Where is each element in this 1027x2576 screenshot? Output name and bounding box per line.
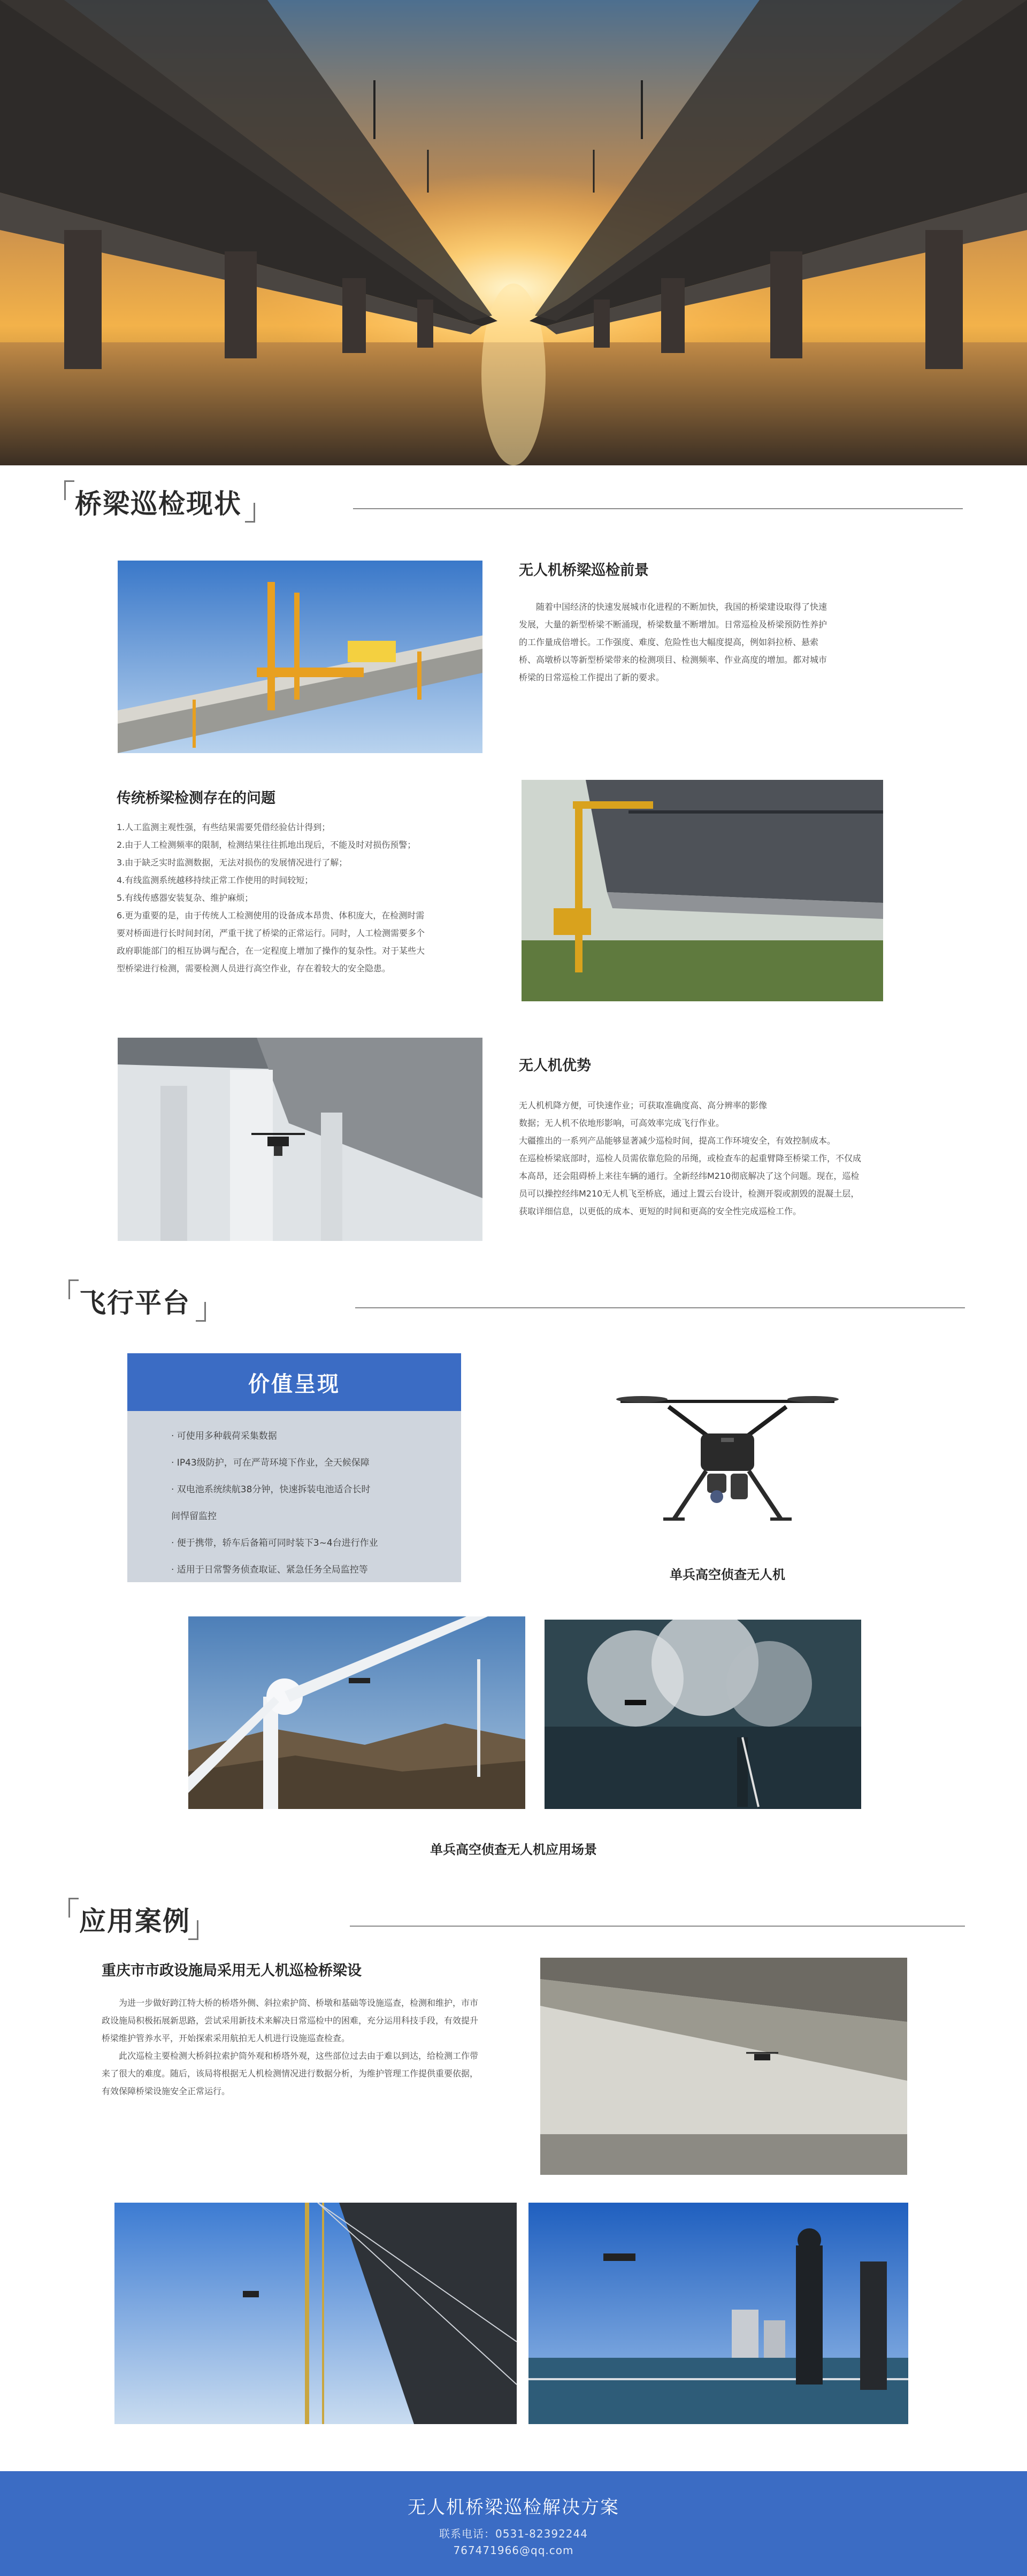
problem-item: 2.由于人工检测频率的限制，检测结果往往抓地出现后，不能及时对损伤预警； xyxy=(117,840,416,850)
scenes-caption: 单兵高空侦查无人机应用场景 xyxy=(430,1842,597,1857)
hero-bridge-sunset-image xyxy=(0,0,1027,465)
advantages-list xyxy=(519,1097,915,1220)
hero-banner xyxy=(0,0,1027,465)
advantage-line: 本高昂，还会阻碍桥上来往车辆的通行。全新经纬M210彻底解决了这个问题。现在，巡检 xyxy=(519,1171,860,1181)
value-item: · 便于携带，轿车后备箱可同时装下3~4台进行作业 xyxy=(171,1538,378,1548)
value-list xyxy=(127,1411,461,1583)
section-title-text: 飞行平台 xyxy=(79,1287,190,1318)
drone-icon xyxy=(578,1359,877,1562)
case-heading: 重庆市市政设施局采用无人机巡检桥梁设 xyxy=(102,1962,362,1979)
footer xyxy=(0,2471,1027,2576)
problem-item: 6.更为重要的是，由于传统人工检测使用的设备成本昂贵、体积庞大，在检测时需 xyxy=(117,910,425,921)
problem-item: 5.有线传感器安装复杂、维护麻烦； xyxy=(117,893,254,903)
case-paragraph: 为进一步做好跨江特大桥的桥塔外侧、斜拉索护筒、桥墩和基础等设施巡查，检测和维护，市市政设施局积极拓展新思路，尝试采用新技术来解决日常巡检中的困难，充分运用科技手段，有效提升桥梁维护管养水平，开始探索采用航拍无人机进行设施巡查检查。 xyxy=(102,1998,479,2043)
prospect-text: 随着中国经济的快速发展城市化进程的不断加快，我国的桥梁建设取得了快速发展，大量的新型桥梁不断涌现，桥梁数量不断增加。日常巡检及桥梁预防性养护的工作量成倍增长。工作强度、难度、危险性也大幅度提高，例如斜拉桥、悬索桥、高墩桥以等新型桥梁带来的检测项目、检测频率、作业高度的增加。都对城市桥梁的日常巡检工作提出了新的要求。 xyxy=(519,602,827,683)
value-item: 间悍留监控 xyxy=(171,1511,217,1522)
advantage-line: 员可以操控经纬M210无人机飞至桥底，通过上置云台设计，检测开裂或割毁的混凝土层， xyxy=(519,1189,860,1199)
footer-email[interactable]: 767471966@qq.com xyxy=(453,2544,574,2557)
drone-product-image xyxy=(578,1359,877,1562)
problem-item: 1.人工监测主观性强，有些结果需要凭借经验估计得到； xyxy=(117,822,331,832)
value-card xyxy=(127,1353,461,1582)
advantage-line: 数据；无人机不依地形影响，可高效率完成飞行作业。 xyxy=(519,1118,725,1128)
value-item: · IP43级防护，可在严苛环境下作业，全天候保障 xyxy=(171,1458,370,1468)
advantage-line: 大疆推出的一系列产品能够显著减少巡检时间，提高工作环境安全，有效控制成本。 xyxy=(519,1136,836,1146)
section-title-cases xyxy=(68,1898,967,1946)
footer-title: 无人机桥梁巡检解决方案 xyxy=(408,2497,619,2518)
bridge-underside-inspection-photo xyxy=(522,780,883,1001)
problem-item: 型桥梁进行检测，需要检测人员进行高空作业，存在着较大的安全隐患。 xyxy=(117,963,391,973)
problem-item: 政府职能部门的相互协调与配合，在一定程度上增加了操作的复杂性。对于某些大 xyxy=(117,946,425,956)
title-rule xyxy=(355,1307,965,1308)
problem-item: 3.由于缺乏实时监测数据，无法对损伤的发展情况进行了解； xyxy=(117,857,348,868)
value-item: · 可使用多种载荷采集数据 xyxy=(171,1431,277,1442)
drone-under-bridge-photo xyxy=(118,1038,482,1241)
advantages-heading: 无人机优势 xyxy=(519,1057,591,1074)
operators-riverside-photo xyxy=(528,2203,908,2424)
section-title-platform xyxy=(68,1279,967,1328)
case-paragraph: 此次巡检主要检测大桥斜拉索护筒外观和桥塔外观，这些部位过去由于难以到达，给检测工作带来了很大的难度。随后，该局将根据无人机检测情况进行数据分析，为维护管理工作提供重要依据，有效保障桥梁设施安全正常运行。 xyxy=(102,2051,479,2096)
advantage-line: 无人机机降方便，可快速作业；可获取准确度高、高分辨率的影像 xyxy=(519,1100,768,1110)
smoke-scene-photo xyxy=(545,1620,861,1809)
drone-under-deck-photo xyxy=(540,1958,907,2175)
cable-bridge-drone-photo xyxy=(114,2203,517,2424)
prospect-heading: 无人机桥梁巡检前景 xyxy=(519,562,649,579)
advantage-line: 获取详细信息，以更低的成本、更短的时间和更高的安全性完成巡检工作。 xyxy=(519,1206,802,1216)
value-item: · 适用于日常警务侦查取证、紧急任务全局监控等 xyxy=(171,1565,368,1575)
case-body xyxy=(102,1994,481,2100)
prospect-body xyxy=(519,598,829,686)
title-rule xyxy=(350,1926,965,1927)
advantage-line: 在巡检桥梁底部时，巡检人员需依靠危险的吊绳，或检查车的起重臂降至桥梁工作，不仅成 xyxy=(519,1153,862,1163)
drone-caption: 单兵高空侦查无人机 xyxy=(670,1567,785,1582)
title-rule xyxy=(353,508,963,509)
problems-heading: 传统桥梁检测存在的问题 xyxy=(117,790,275,807)
problems-list xyxy=(117,818,512,977)
footer-phone: 联系电话：0531-82392244 xyxy=(439,2527,588,2540)
value-item: · 双电池系统续航38分钟，快速拆装电池适合长时 xyxy=(171,1484,371,1495)
wind-turbine-scene-photo xyxy=(188,1616,525,1809)
value-card-title: 价值呈现 xyxy=(127,1353,461,1411)
section-title-text: 应用案例 xyxy=(79,1906,190,1937)
bridge-inspection-truck-photo xyxy=(118,561,482,753)
problem-item: 要对桥面进行长时间封闭，严重干扰了桥梁的正常运行。同时，人工检测需要多个 xyxy=(117,928,425,938)
problem-item: 4.有线监测系统越移持续正常工作使用的时间较短； xyxy=(117,875,313,885)
section-title-text: 桥梁巡检现状 xyxy=(75,488,242,519)
section-title-status xyxy=(64,480,963,528)
